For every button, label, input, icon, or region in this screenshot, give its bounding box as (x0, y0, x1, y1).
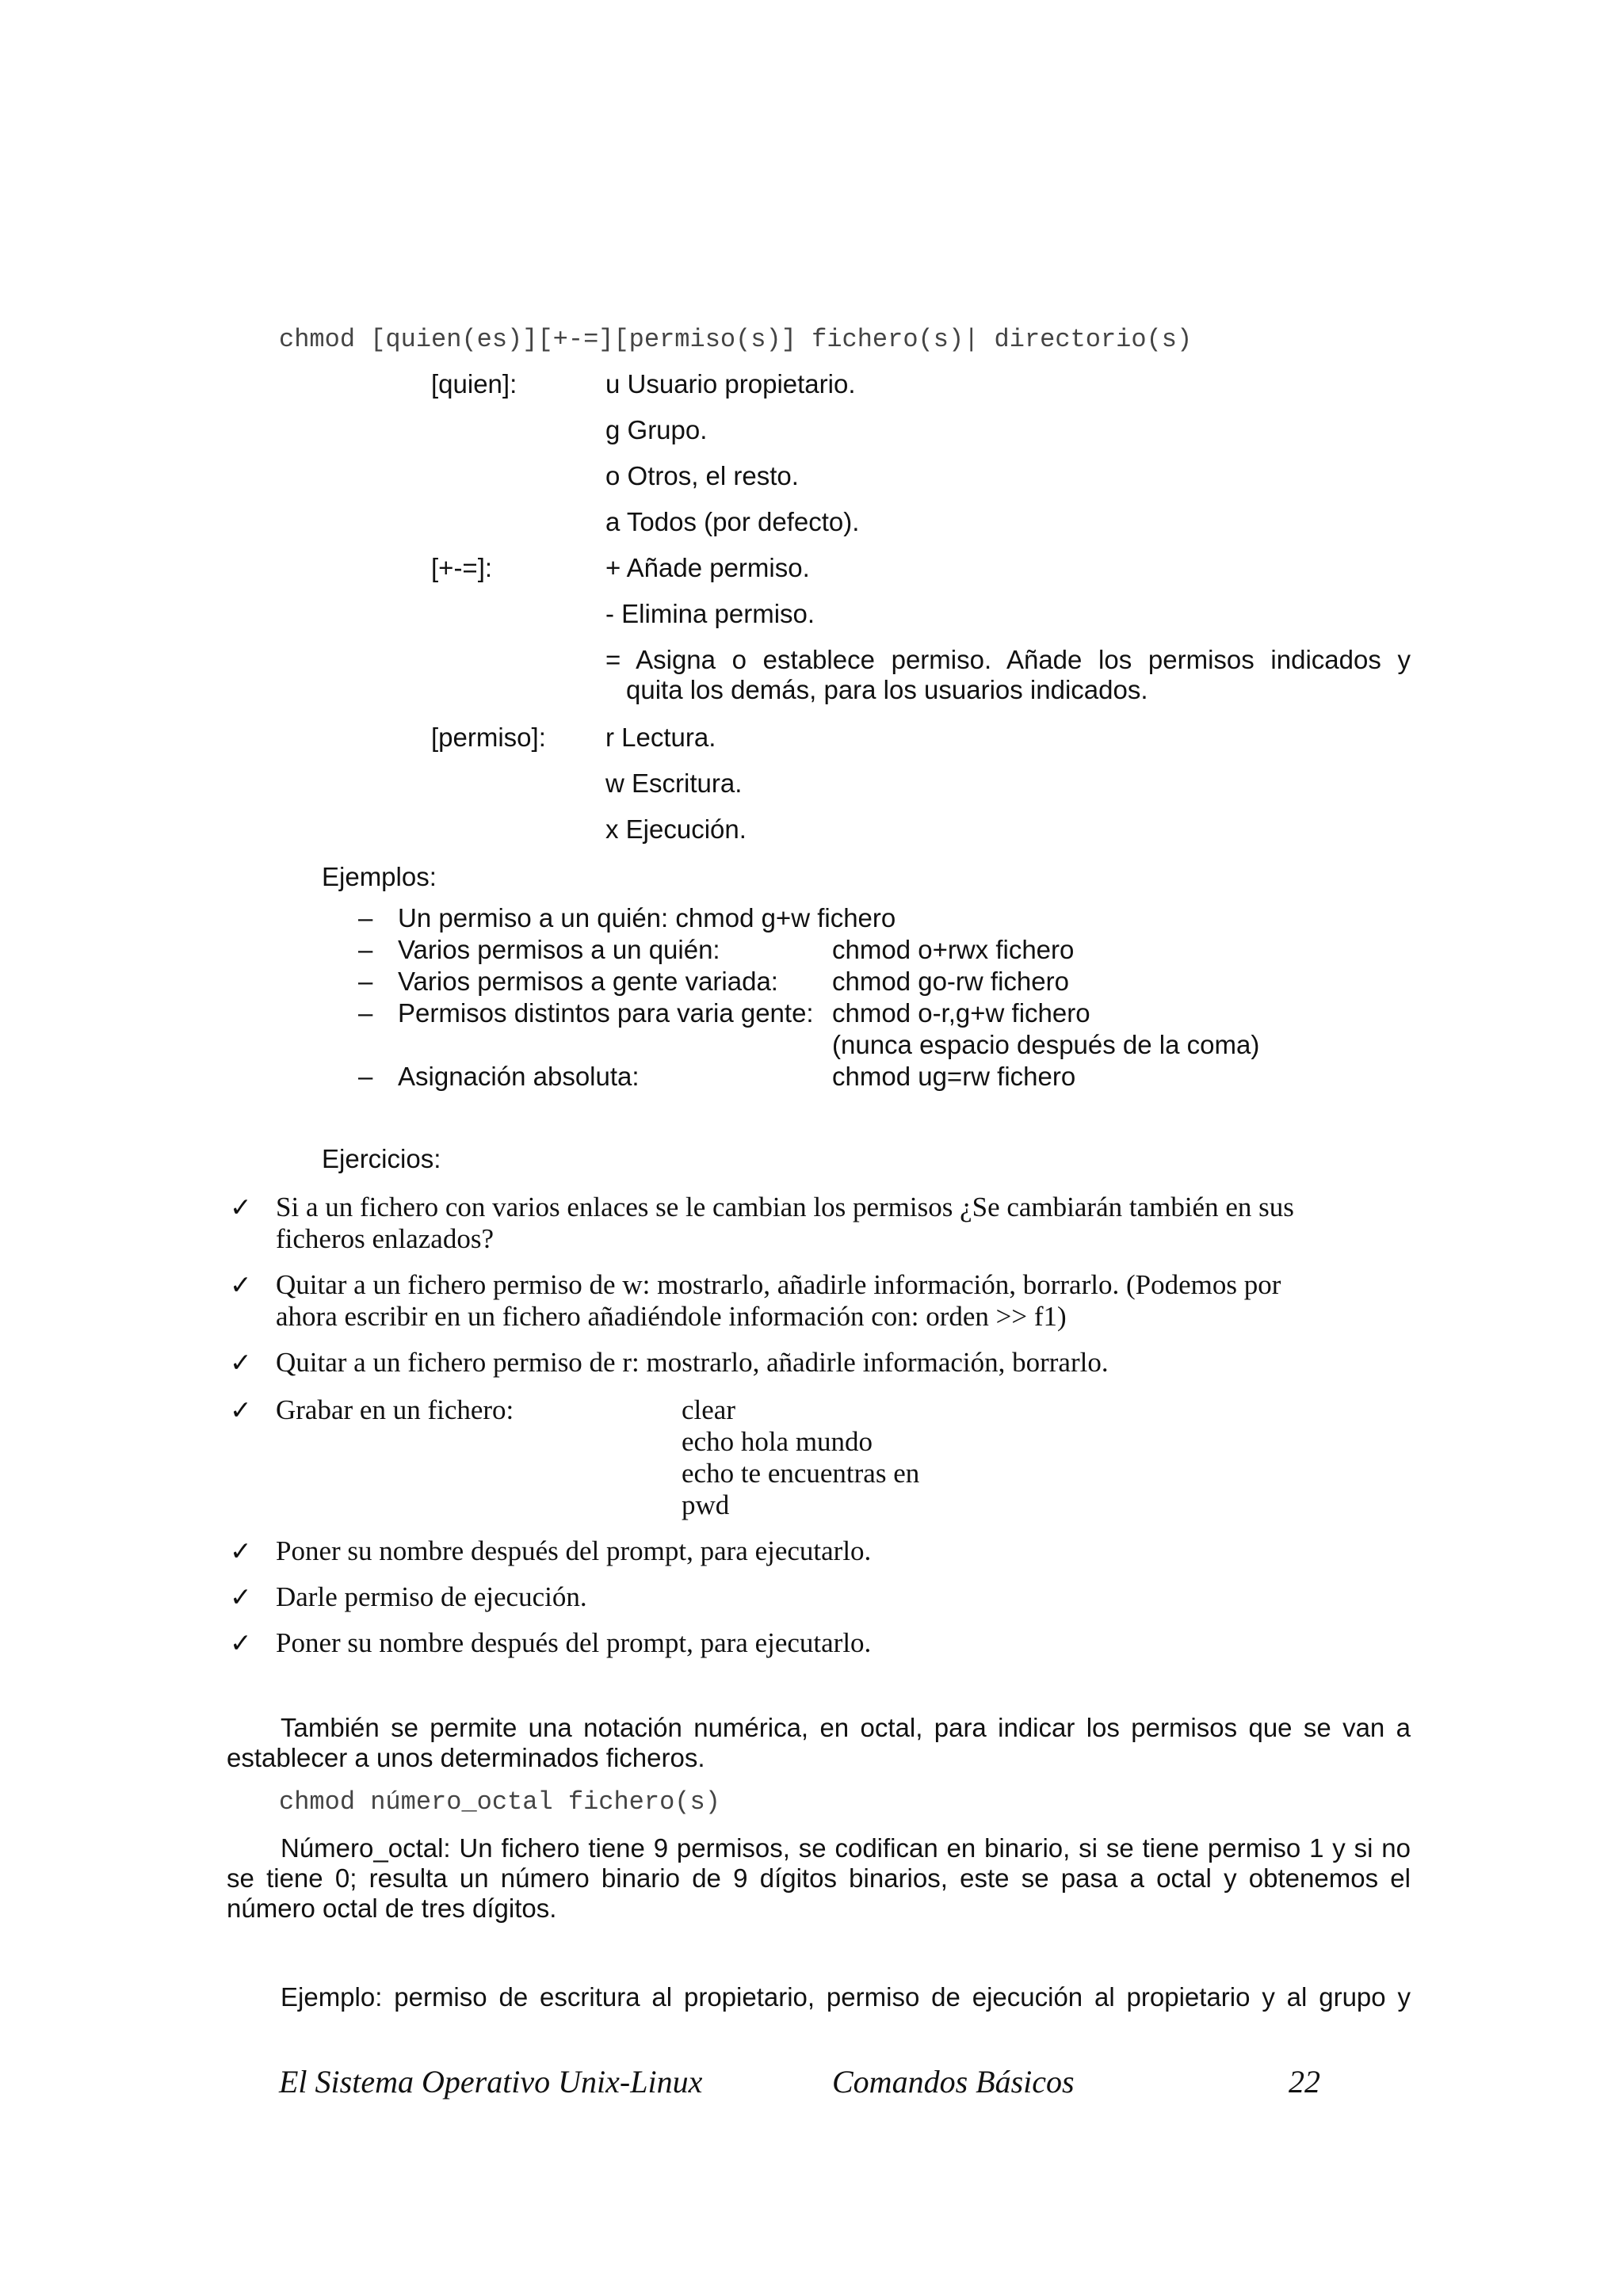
footer-book-title: El Sistema Operativo Unix-Linux (279, 2064, 703, 2100)
footer-chapter-title: Comandos Básicos (832, 2064, 1075, 2100)
quien-item-g: g Grupo. (605, 415, 708, 444)
exercise-line: Quitar a un fichero permiso de w: mostrarlo, añadirle información, borrarlo. (Podemos por (276, 1269, 1281, 1300)
example-dash: – (358, 935, 373, 964)
permiso-item-w: w Escritura. (605, 769, 743, 798)
example-text: Varios permisos a gente variada: (398, 967, 778, 996)
example-command: chmod go-rw fichero (832, 967, 1069, 996)
script-line: pwd (682, 1489, 730, 1520)
octal-description-paragraph: Número_octal: Un fichero tiene 9 permisos, se codifican en binario, si se tiene permiso 1 y si no se tiene 0; resulta un número binario de 9 dígitos binarios, este se pasa a octal y obtenemos el número octal de tres dígitos. (227, 1833, 1411, 1923)
example-dash: – (358, 998, 373, 1028)
octal-intro-paragraph: También se permite una notación numérica, en octal, para indicar los permisos que se van a establecer a unos determinados ficheros. (227, 1713, 1411, 1772)
permiso-item-r: r Lectura. (605, 723, 716, 752)
label-permiso: [permiso]: (431, 723, 546, 752)
examples-heading: Ejemplos: (322, 862, 437, 891)
example-text: Asignación absoluta: (398, 1062, 640, 1091)
example-dash: – (358, 967, 373, 996)
quien-item-a: a Todos (por defecto). (605, 507, 860, 536)
check-icon: ✓ (230, 1538, 252, 1566)
exercise-line: Darle permiso de ejecución. (276, 1581, 587, 1612)
exercise-line: Quitar a un fichero permiso de r: mostrarlo, añadirle información, borrarlo. (276, 1347, 1109, 1378)
exercise-line: Grabar en un fichero: (276, 1394, 514, 1425)
example-text: Permisos distintos para varia gente: (398, 998, 814, 1028)
check-icon: ✓ (230, 1272, 252, 1300)
check-icon: ✓ (230, 1630, 252, 1658)
example-text: Varios permisos a un quién: (398, 935, 720, 964)
check-icon: ✓ (230, 1584, 252, 1612)
exercise-line: ahora escribir en un fichero añadiéndole información con: orden >> f1) (276, 1301, 1067, 1332)
exercise-line: Poner su nombre después del prompt, para ejecutarlo. (276, 1535, 872, 1566)
footer-page-number: 22 (1289, 2064, 1320, 2100)
quien-item-o: o Otros, el resto. (605, 461, 799, 490)
exercise-line: Poner su nombre después del prompt, para ejecutarlo. (276, 1627, 872, 1658)
exercise-line: Si a un fichero con varios enlaces se le cambian los permisos ¿Se cambiarán también en sus (276, 1192, 1294, 1222)
op-item-remove: - Elimina permiso. (605, 599, 815, 628)
example-dash: – (358, 1062, 373, 1091)
example-command: chmod o+rwx fichero (832, 935, 1075, 964)
check-icon: ✓ (230, 1349, 252, 1378)
label-quien: [quien]: (431, 369, 517, 399)
example-dash: – (358, 903, 373, 933)
permiso-item-x: x Ejecución. (605, 814, 747, 844)
script-line: echo te encuentras en (682, 1458, 920, 1489)
check-icon: ✓ (230, 1194, 252, 1222)
op-item-assign-line2: quita los demás, para los usuarios indicados. (626, 675, 1148, 704)
chmod-syntax: chmod [quien(es)][+-=][permiso(s)] fichero(s)| directorio(s) (279, 325, 1193, 354)
exercise-line: ficheros enlazados? (276, 1223, 494, 1254)
example-paragraph: Ejemplo: permiso de escritura al propietario, permiso de ejecución al propietario y al grupo y (281, 1982, 1411, 2012)
op-item-assign-line1: = Asigna o establece permiso. Añade los permisos indicados y (605, 645, 1411, 674)
example-note: (nunca espacio después de la coma) (832, 1030, 1260, 1059)
example-text: Un permiso a un quién: chmod g+w fichero (398, 903, 896, 933)
op-item-add: + Añade permiso. (605, 553, 810, 582)
exercises-heading: Ejercicios: (322, 1144, 441, 1173)
script-line: clear (682, 1394, 735, 1425)
octal-syntax: chmod número_octal fichero(s) (279, 1787, 720, 1817)
quien-item-u: u Usuario propietario. (605, 369, 856, 399)
example-command: chmod o-r,g+w fichero (832, 998, 1090, 1028)
script-line: echo hola mundo (682, 1426, 873, 1457)
check-icon: ✓ (230, 1397, 252, 1425)
example-command: chmod ug=rw fichero (832, 1062, 1076, 1091)
label-operator: [+-=]: (431, 553, 493, 582)
